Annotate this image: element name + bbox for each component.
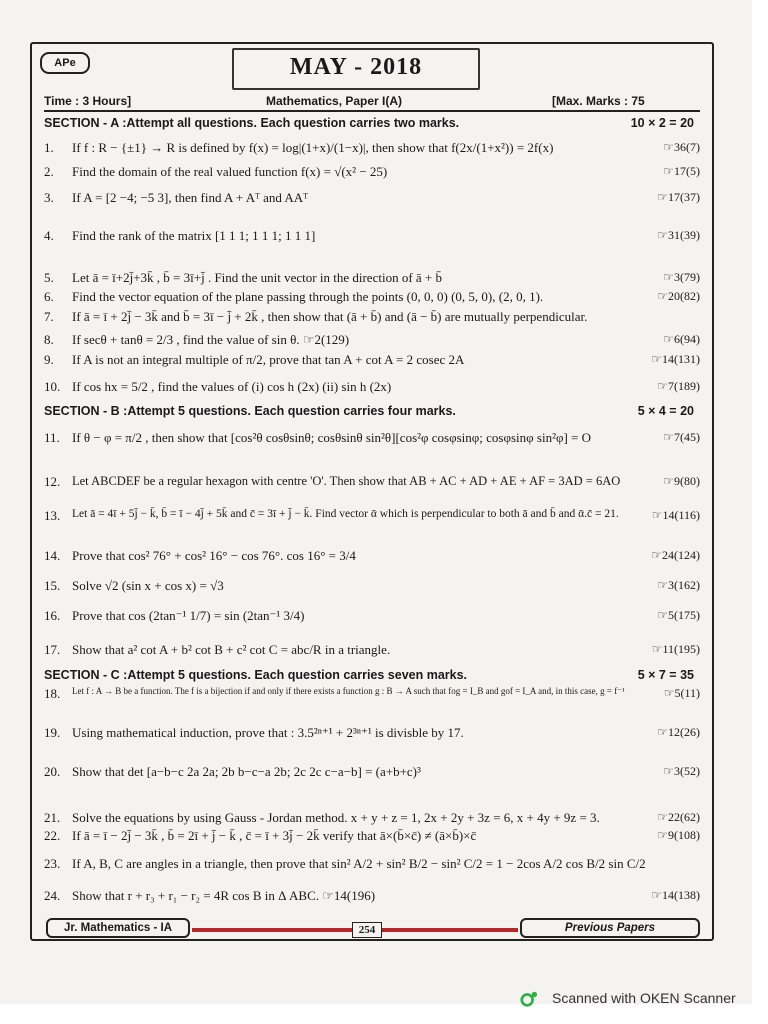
question-number: 4. (44, 228, 54, 243)
question-reference: ☞14(116) (651, 508, 700, 522)
question-reference: ☞3(52) (663, 764, 700, 778)
question-text: Using mathematical induction, prove that : 3.5²ⁿ⁺¹ + 2³ⁿ⁺¹ is divisble by 17. (72, 725, 464, 740)
footer-section-label: Previous Papers (520, 918, 700, 938)
question-number: 5. (44, 270, 54, 285)
question-reference: ☞7(45) (663, 430, 700, 444)
question-reference: ☞20(82) (657, 289, 700, 303)
publisher-logo: APe (40, 52, 90, 74)
question-number: 14. (44, 548, 61, 563)
question-text: Let ā = ī+2j̄+3k̄ , b̄ = 3ī+j̄ . Find the unit vector in the direction of ā + b̄ (72, 270, 443, 285)
question-number: 11. (44, 430, 60, 445)
question-reference: ☞9(108) (657, 828, 700, 842)
question-text: If secθ + tanθ = 2/3 , find the value of sin θ. ☞2(129) (72, 332, 350, 347)
section-a-heading: SECTION - A :Attempt all questions. Each question carries two marks. 10 × 2 = 20 (44, 116, 694, 130)
question-number: 3. (44, 190, 54, 205)
question-text: Show that a² cot A + b² cot B + c² cot C = abc/R in a triangle. (72, 642, 391, 657)
question-reference: ☞17(5) (663, 164, 700, 178)
question-number: 20. (44, 764, 61, 779)
question-reference: ☞22(62) (657, 810, 700, 824)
question-reference: ☞17(37) (657, 190, 700, 204)
question-text: If cos hx = 5/2 , find the values of (i) cos h (2x) (ii) sin h (2x) (72, 379, 392, 394)
question-text: If A, B, C are angles in a triangle, then prove that sin² A/2 + sin² B/2 − sin² C/2 = 1 − 2cos A/2 cos B/2 sin C/2 (72, 856, 646, 871)
question-number: 15. (44, 578, 61, 593)
question-reference: ☞6(94) (663, 332, 700, 346)
question-number: 22. (44, 828, 61, 843)
oken-logo-icon (520, 990, 538, 1008)
question-text: Find the rank of the matrix [1 1 1; 1 1 1; 1 1 1] (72, 228, 316, 243)
question-reference: ☞36(7) (663, 140, 700, 154)
question-text: Prove that cos (2tan⁻¹ 1/7) = sin (2tan⁻¹ 3/4) (72, 608, 305, 623)
section-c-heading: SECTION - C :Attempt 5 questions. Each question carries seven marks. 5 × 7 = 35 (44, 668, 694, 682)
question-number: 13. (44, 508, 61, 523)
page-title: MAY - 2018 (289, 54, 423, 80)
question-text: If ā = ī − 2j̄ − 3k̄ , b̄ = 2ī + j̄ − k̄ , c̄ = ī + 3j̄ − 2k̄ verify that ā×(b̄×c̄) ≠ (ā×b̄)×c̄ (72, 828, 477, 843)
question-text: If θ − φ = π/2 , then show that [cos²θ cosθsinθ; cosθsinθ sin²θ][cos²φ cosφsinφ; cosφsinφ sin²φ] = O (72, 430, 592, 445)
title-box (232, 48, 480, 90)
question-text: If ā = ī + 2j̄ − 3k̄ and b̄ = 3ī − j̄ + 2k̄ , then show that (ā + b̄) and (ā − b̄) are mutually perpendicular. (72, 309, 588, 324)
question-text: Prove that cos² 76° + cos² 16° − cos 76°. cos 16° = 3/4 (72, 548, 356, 563)
page-number: 254 (352, 922, 382, 938)
question-text: If A = [2 −4; −5 3], then find A + Aᵀ and AAᵀ (72, 190, 308, 205)
question-text: Let f : A → B be a function. The f is a bijection if and only if there exists a function g : B → A such that fog = I_B and gof = I_A and, in this case, g = f⁻¹ (72, 686, 625, 696)
question-number: 21. (44, 810, 61, 825)
question-reference: ☞9(80) (663, 474, 700, 488)
subject-label: Mathematics, Paper I(A) (266, 94, 403, 108)
section-b-heading: SECTION - B :Attempt 5 questions. Each question carries four marks. 5 × 4 = 20 (44, 404, 694, 418)
scanner-watermark: Scanned with OKEN Scanner (552, 990, 736, 1006)
question-number: 16. (44, 608, 61, 623)
question-text: Show that det [a−b−c 2a 2a; 2b b−c−a 2b; 2c 2c c−a−b] = (a+b+c)³ (72, 764, 421, 779)
question-text: If A is not an integral multiple of π/2, prove that tan A + cot A = 2 cosec 2A (72, 352, 465, 367)
question-text: If f : R − {±1} → R is defined by f(x) = log|(1+x)/(1−x)|, then show that f(2x/(1+x²)) = 2f(x) (72, 140, 554, 155)
question-number: 7. (44, 309, 54, 324)
question-text: Solve the equations by using Gauss - Jordan method. x + y + z = 1, 2x + 2y + 3z = 6, x + 4y + 9z = 3. (72, 810, 600, 825)
question-number: 2. (44, 164, 54, 179)
question-text: Let ā = 4ī + 5j̄ − k̄, b̄ = ī − 4j̄ + 5k̄ and c̄ = 3ī + j̄ − k̄. Find vector ᾱ which is perpendicular to both ā and b̄ and ᾱ.c̄ = 21. (72, 508, 619, 520)
question-reference: ☞24(124) (651, 548, 700, 562)
question-text: Solve √2 (sin x + cos x) = √3 (72, 578, 224, 593)
question-number: 10. (44, 379, 61, 394)
question-number: 23. (44, 856, 61, 871)
question-reference: ☞3(79) (663, 270, 700, 284)
question-number: 24. (44, 888, 61, 903)
question-number: 18. (44, 686, 61, 701)
question-text: Show that r + r₃ + r₁ − r₂ = 4R cos B in Δ ABC. ☞14(196) (72, 888, 376, 903)
question-number: 8. (44, 332, 54, 347)
question-number: 19. (44, 725, 61, 740)
question-reference: ☞5(11) (663, 686, 700, 700)
time-label: Time : 3 Hours] (44, 94, 132, 108)
question-text: Let ABCDEF be a regular hexagon with centre 'O'. Then show that AB + AC + AD + AE + AF = 3AD = 6AO (72, 474, 621, 488)
question-reference: ☞11(195) (651, 642, 700, 656)
header-rule (44, 110, 700, 112)
question-number: 1. (44, 140, 54, 155)
question-text: Find the domain of the real valued function f(x) = √(x² − 25) (72, 164, 388, 179)
question-reference: ☞31(39) (657, 228, 700, 242)
question-reference: ☞12(26) (657, 725, 700, 739)
question-reference: ☞14(138) (651, 888, 700, 902)
question-text: Find the vector equation of the plane passing through the points (0, 0, 0) (0, 5, 0), (2, 0, 1). (72, 289, 544, 304)
question-number: 12. (44, 474, 61, 489)
max-marks-label: [Max. Marks : 75 (552, 94, 645, 108)
question-number: 6. (44, 289, 54, 304)
question-reference: ☞5(175) (657, 608, 700, 622)
question-reference: ☞14(131) (651, 352, 700, 366)
question-reference: ☞7(189) (657, 379, 700, 393)
question-number: 17. (44, 642, 61, 657)
question-reference: ☞3(162) (657, 578, 700, 592)
question-number: 9. (44, 352, 54, 367)
footer-book-label: Jr. Mathematics - IA (46, 918, 190, 938)
